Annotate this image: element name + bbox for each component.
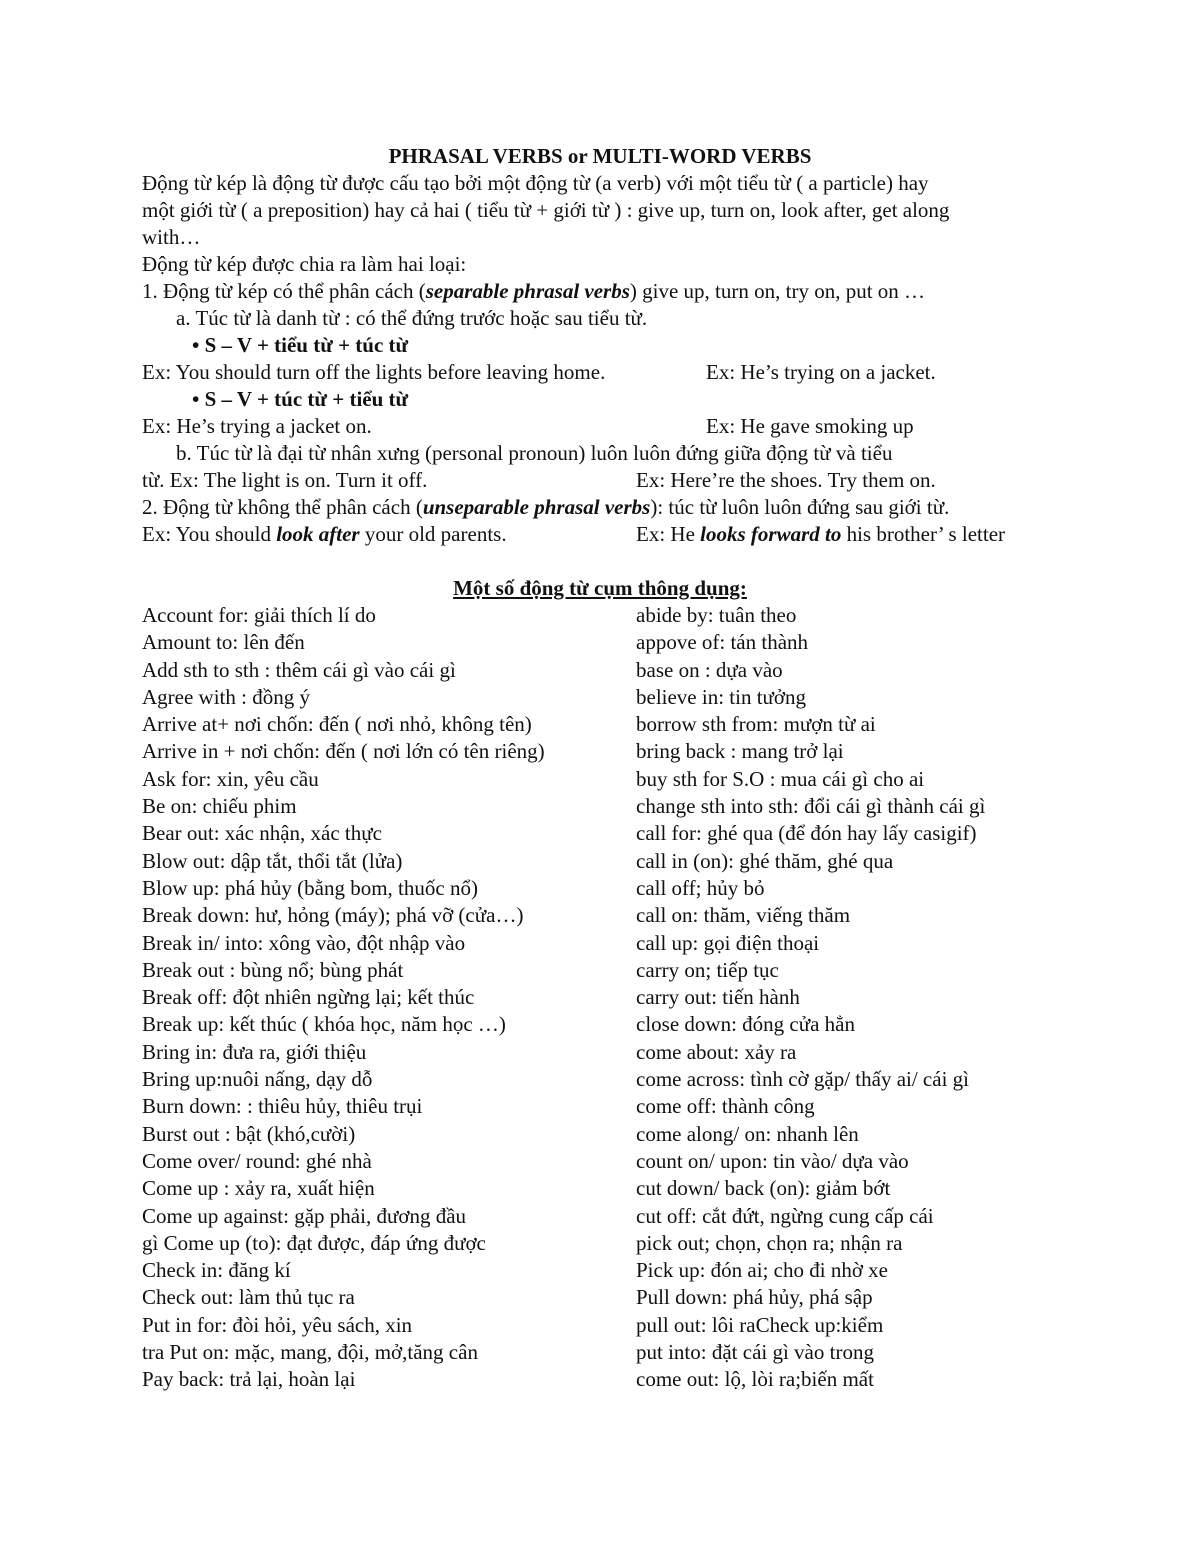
section-2-suffix: ): túc từ luôn luôn đứng sau giới từ.: [650, 495, 950, 519]
formula-2: • S – V + túc từ + tiểu từ: [192, 387, 409, 411]
example-1-right: Ex: He’s trying on a jacket.: [706, 360, 936, 384]
section-2-prefix: 2. Động từ không thể phân cách (: [142, 495, 423, 519]
right-list-item: borrow sth from: mượn từ ai: [636, 712, 876, 737]
section-2-example-right-term: looks forward to: [700, 522, 842, 546]
left-list-item: tra Put on: mặc, mang, đội, mở,tăng cân: [142, 1340, 478, 1365]
left-list-item: Arrive at+ nơi chốn: đến ( nơi nhỏ, không tên): [142, 712, 532, 737]
right-list-item: pick out; chọn, chọn ra; nhận ra: [636, 1230, 903, 1255]
right-list-item: call for: ghé qua (để đón hay lấy casigif): [636, 821, 977, 846]
section-1-prefix: 1. Động từ kép có thể phân cách (: [142, 279, 426, 303]
right-list-item: carry out: tiến hành: [636, 985, 800, 1010]
right-list-item: Pick up: đón ai; cho đi nhờ xe: [636, 1258, 888, 1283]
section-subtitle: Một số động từ cụm thông dụng:: [453, 576, 747, 600]
left-list-item: Break in/ into: xông vào, đột nhập vào: [142, 930, 466, 955]
right-list-item: come off: thành công: [636, 1094, 815, 1119]
right-list-item: believe in: tin tưởng: [636, 684, 807, 709]
left-list-item: Agree with : đồng ý: [142, 684, 310, 709]
right-list-item: call on: thăm, viếng thăm: [636, 903, 851, 928]
left-list-item: Break off: đột nhiên ngừng lại; kết thúc: [142, 985, 475, 1010]
right-list-item: count on/ upon: tin vào/ dựa vào: [636, 1148, 909, 1173]
right-list-item: close down: đóng cửa hẳn: [636, 1012, 855, 1037]
section-2-heading: [142, 494, 949, 521]
left-list-item: Add sth to sth : thêm cái gì vào cái gì: [142, 657, 456, 682]
page-title: PHRASAL VERBS or MULTI-WORD VERBS: [388, 144, 812, 168]
right-list-item: cut off: cắt đứt, ngừng cung cấp cái: [636, 1203, 934, 1228]
intro-line-3: with…: [142, 225, 201, 249]
example-1-left: Ex: You should turn off the lights before leaving home.: [142, 360, 606, 384]
section-2-example-right: [636, 521, 1005, 548]
right-list-item: come about: xảy ra: [636, 1039, 797, 1064]
section-1-term: separable phrasal verbs: [425, 279, 630, 303]
right-list-item: base on : dựa vào: [636, 657, 783, 682]
left-list-item: Break out : bùng nổ; bùng phát: [142, 957, 404, 982]
section-2-example-left-post: your old parents.: [359, 522, 507, 546]
right-list-item: change sth into sth: đổi cái gì thành cái gì: [636, 794, 986, 819]
section-2-example-left: [142, 521, 507, 548]
left-list-item: Come up against: gặp phải, đương đầu: [142, 1203, 467, 1228]
intro-line-4: Động từ kép được chia ra làm hai loại:: [142, 252, 467, 276]
example-2-left: Ex: He’s trying a jacket on.: [142, 414, 372, 438]
phrasal-verb-list-left: [142, 602, 545, 1394]
left-list-item: Burn down: : thiêu hủy, thiêu trụi: [142, 1094, 423, 1119]
section-2-example-right-pre: Ex: He: [636, 522, 701, 546]
section-2-example-left-pre: Ex: You should: [142, 522, 277, 546]
section-2-example-right-post: his brother’ s letter: [841, 522, 1006, 546]
right-list-item: Pull down: phá hủy, phá sập: [636, 1285, 873, 1310]
intro-line-2: một giới từ ( a preposition) hay cả hai ( tiểu từ + giới từ ) : give up, turn on, look after, get along: [142, 198, 950, 222]
section-1-suffix: ) give up, turn on, try on, put on …: [629, 279, 926, 303]
intro-line-1: Động từ kép là động từ được cấu tạo bởi một động từ (a verb) với một tiểu từ ( a particle) hay: [142, 171, 929, 195]
right-list-item: call off; hủy bỏ: [636, 875, 765, 900]
left-list-item: Ask for: xin, yêu cầu: [142, 766, 319, 791]
left-list-item: Come over/ round: ghé nhà: [142, 1148, 372, 1173]
right-list-item: bring back : mang trở lại: [636, 739, 844, 764]
right-list-item: pull out: lôi raCheck up:kiểm: [636, 1312, 884, 1337]
left-list-item: Arrive in + nơi chốn: đến ( nơi lớn có tên riêng): [142, 739, 545, 764]
left-list-item: Put in for: đòi hỏi, yêu sách, xin: [142, 1312, 413, 1337]
left-list-item: Be on: chiếu phim: [142, 794, 297, 819]
right-list-item: put into: đặt cái gì vào trong: [636, 1340, 874, 1365]
section-2-term: unseparable phrasal verbs: [422, 495, 651, 519]
section-1b-example-left: từ. Ex: The light is on. Turn it off.: [142, 468, 428, 492]
right-list-item: call in (on): ghé thăm, ghé qua: [636, 848, 894, 873]
example-2-right: Ex: He gave smoking up: [706, 414, 914, 438]
left-list-item: Come up : xảy ra, xuất hiện: [142, 1176, 375, 1201]
left-list-item: Bring in: đưa ra, giới thiệu: [142, 1039, 367, 1064]
left-list-item: Bear out: xác nhận, xác thực: [142, 821, 382, 846]
left-list-item: Account for: giải thích lí do: [142, 603, 376, 627]
formula-1: • S – V + tiểu từ + túc từ: [192, 333, 409, 357]
right-list-item: buy sth for S.O : mua cái gì cho ai: [636, 766, 925, 791]
section-1b-example-right: Ex: Here’re the shoes. Try them on.: [636, 468, 936, 492]
section-1-heading: [142, 278, 925, 305]
left-list-item: Check in: đăng kí: [142, 1258, 291, 1283]
right-list-item: carry on; tiếp tục: [636, 957, 779, 982]
left-list-item: Break down: hư, hỏng (máy); phá vỡ (cửa…): [142, 903, 524, 928]
section-1b-line: b. Túc từ là đại từ nhân xưng (personal pronoun) luôn luôn đứng giữa động từ và tiểu: [176, 441, 893, 465]
left-list-item: gì Come up (to): đạt được, đáp ứng được: [142, 1230, 486, 1255]
right-list-item: cut down/ back (on): giảm bớt: [636, 1176, 891, 1201]
left-list-item: Check out: làm thủ tục ra: [142, 1285, 355, 1310]
left-list-item: Blow up: phá hủy (bằng bom, thuốc nổ): [142, 875, 478, 900]
left-list-item: Bring up:nuôi nấng, dạy dỗ: [142, 1067, 373, 1092]
left-list-item: Amount to: lên đến: [142, 630, 305, 655]
right-list-item: come out: lộ, lòi ra;biến mất: [636, 1367, 874, 1392]
right-list-item: call up: gọi điện thoại: [636, 930, 820, 955]
left-list-item: Burst out : bật (khó,cười): [142, 1121, 356, 1146]
right-list-item: come across: tình cờ gặp/ thấy ai/ cái gì: [636, 1067, 969, 1092]
phrasal-verb-list-right: [636, 602, 985, 1394]
left-list-item: Pay back: trả lại, hoàn lại: [142, 1367, 356, 1392]
left-list-item: Break up: kết thúc ( khóa học, năm học …): [142, 1012, 506, 1037]
section-2-example-left-term: look after: [276, 522, 360, 546]
left-list-item: Blow out: dập tắt, thổi tắt (lửa): [142, 848, 403, 873]
right-list-item: abide by: tuân theo: [636, 603, 797, 627]
section-1a-line: a. Túc từ là danh từ : có thể đứng trước hoặc sau tiểu từ.: [176, 306, 648, 330]
right-list-item: come along/ on: nhanh lên: [636, 1121, 859, 1146]
right-list-item: appove of: tán thành: [636, 630, 809, 655]
